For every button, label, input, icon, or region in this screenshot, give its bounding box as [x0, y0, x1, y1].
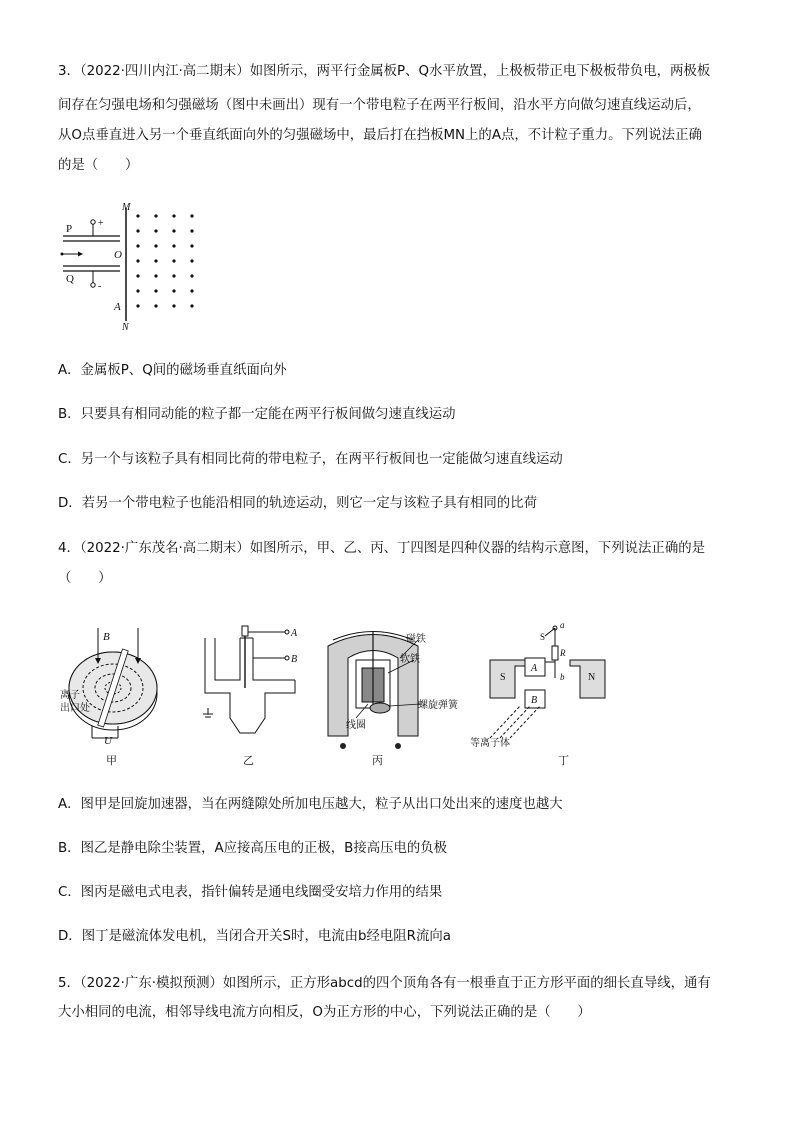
- q4-option-b: B．图乙是静电除尘装置，A应接高压电的正极，B接高压电的负极: [58, 841, 448, 856]
- label-ion-exit-1: 离子: [60, 690, 80, 701]
- field-dot: [190, 304, 193, 307]
- label-b: B: [103, 631, 110, 643]
- label-magnet: 磁铁: [406, 634, 426, 645]
- field-dot: [190, 259, 193, 262]
- q4-line-1: 4．（2022·广东茂名·高二期末）如图所示，甲、乙、丙、丁四图是四种仪器的结构示意图，下列说法正确的是: [58, 541, 705, 556]
- field-dot: [136, 214, 139, 217]
- label-r: R: [560, 648, 566, 658]
- field-dot: [172, 304, 175, 307]
- field-dot: [190, 274, 193, 277]
- terminal-minus: [91, 283, 95, 287]
- field-dot: [154, 289, 157, 292]
- label-coil: 线圈: [346, 720, 366, 731]
- q3-option-b: B．只要具有相同动能的粒子都一定能在两平行板间做匀速直线运动: [58, 407, 456, 422]
- q3-line-4: 的是（ ）: [58, 158, 139, 173]
- caption-jia: 甲: [106, 754, 117, 767]
- figure-bing-meter: [318, 618, 468, 768]
- terminal-plus: [91, 220, 95, 224]
- field-dot: [136, 274, 139, 277]
- label-q: Q: [66, 273, 74, 285]
- label-a: a: [560, 620, 565, 630]
- terminal-a: [285, 630, 289, 634]
- label-u: U: [104, 735, 112, 747]
- label-b: B: [291, 654, 298, 665]
- q4-option-a: A．图甲是回旋加速器，当在两缝隙处所加电压越大，粒子从出口处出来的速度也越大: [58, 797, 563, 812]
- field-dot: [172, 229, 175, 232]
- label-ion-exit-2: 出口处: [60, 703, 90, 714]
- field-dot: [190, 214, 193, 217]
- q3-line-1: 3．（2022·四川内江·高二期末）如图所示，两平行金属板P、Q水平放置，上极板带正电下极板带负电，两极板: [58, 64, 711, 79]
- wire-top: [242, 626, 248, 636]
- figure-ding-mhd: [470, 618, 630, 768]
- q4-line-2: （ ）: [58, 571, 112, 586]
- label-plasma: 等离子体: [470, 738, 510, 749]
- label-minus: -: [98, 281, 102, 292]
- field-dot: [136, 304, 139, 307]
- figure-jia-cyclotron: [58, 618, 178, 768]
- label-n-pole: N: [588, 672, 596, 683]
- caption-ding: 丁: [558, 754, 569, 767]
- resistor-r: [552, 646, 558, 660]
- magnetic-field-dots: [136, 214, 193, 307]
- field-dot: [136, 244, 139, 247]
- q3-option-d: D．若另一个带电粒子也能沿相同的轨迹运动，则它一定与该粒子具有相同的比荷: [58, 496, 537, 511]
- label-s-pole: S: [500, 672, 506, 683]
- q3-option-a: A．金属板P、Q间的磁场垂直纸面向外: [58, 363, 287, 378]
- field-dot: [154, 259, 157, 262]
- field-dot: [190, 229, 193, 232]
- label-plate-a: A: [531, 663, 538, 674]
- field-dot: [154, 229, 157, 232]
- label-o: O: [114, 249, 122, 261]
- label-switch: S: [540, 632, 546, 642]
- figure-yi-precipitator: [195, 618, 305, 768]
- label-b: b: [560, 672, 565, 682]
- terminal-b: [285, 656, 289, 660]
- field-dot: [172, 274, 175, 277]
- field-dot: [172, 259, 175, 262]
- q3-option-c: C．另一个与该粒子具有相同比荷的带电粒子，在两平行板间也一定能做匀速直线运动: [58, 452, 563, 467]
- field-dot: [136, 259, 139, 262]
- caption-bing: 丙: [372, 754, 383, 767]
- label-a: A: [114, 301, 121, 313]
- field-dot: [190, 289, 193, 292]
- field-dot: [154, 214, 157, 217]
- label-soft-iron: 软铁: [400, 654, 420, 665]
- q4-option-d: D．图丁是磁流体发电机，当闭合开关S时，电流由b经电阻R流向a: [58, 929, 451, 944]
- q3-line-3: 从O点垂直进入另一个垂直纸面向外的匀强磁场中，最后打在挡板MN上的A点，不计粒子重力。下列说法正确: [58, 128, 702, 143]
- q5-line-1: 5．（2022·广东·模拟预测）如图所示，正方形abcd的四个顶角各有一根垂直于正方形平面的细长直导线，通有: [58, 976, 711, 991]
- q3-line-2: 间存在匀强电场和匀强磁场（图中未画出）现有一个带电粒子在两平行板间，沿水平方向做匀速直线运动后，: [58, 98, 701, 113]
- label-spring: 螺旋弹簧: [418, 700, 458, 711]
- label-a: A: [291, 628, 298, 639]
- field-dot: [136, 229, 139, 232]
- label-plate-b: B: [531, 695, 538, 706]
- field-dot: [154, 304, 157, 307]
- field-dot: [172, 289, 175, 292]
- caption-yi: 乙: [243, 754, 254, 767]
- label-n: N: [122, 322, 129, 333]
- field-dot: [190, 244, 193, 247]
- field-dot: [172, 214, 175, 217]
- label-plus: +: [98, 218, 104, 229]
- field-dot: [154, 244, 157, 247]
- q4-option-c: C．图丙是磁电式电表，指针偏转是通电线圈受安培力作用的结果: [58, 885, 443, 900]
- field-dot: [154, 274, 157, 277]
- field-dot: [172, 244, 175, 247]
- switch-s: [545, 628, 555, 636]
- label-p: P: [66, 223, 73, 235]
- label-m: M: [122, 202, 131, 213]
- field-dot: [136, 289, 139, 292]
- q5-line-2: 大小相同的电流，相邻导线电流方向相反，O为正方形的中心，下列说法正确的是（ ）: [58, 1005, 591, 1020]
- q3-figure: [58, 198, 208, 333]
